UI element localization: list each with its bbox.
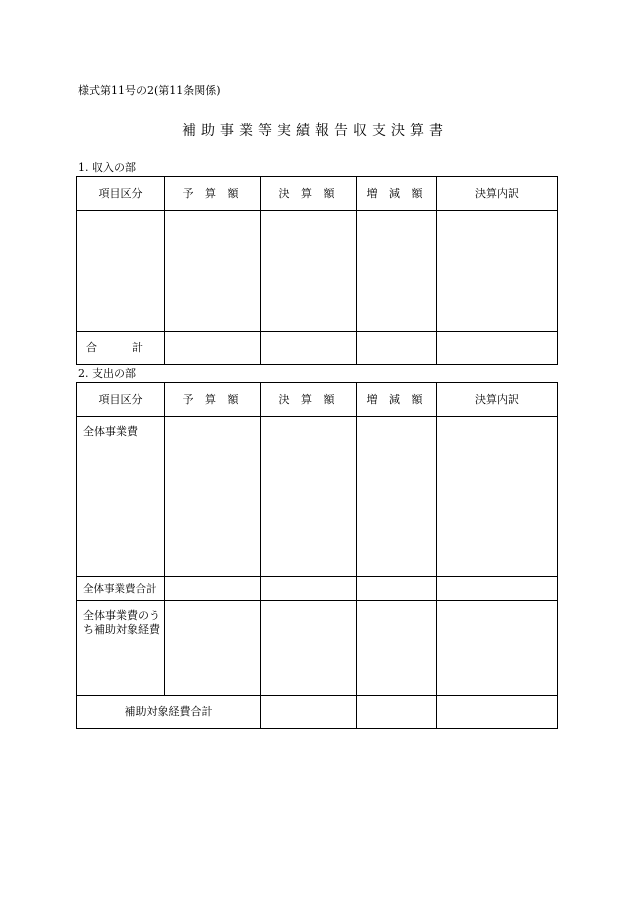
subsidy-target-cost-total-difference-cell[interactable] [357,696,437,729]
subsidy-target-cost-row [77,601,558,696]
income-item-cell[interactable] [77,211,165,332]
income-section-label: 1. 収入の部 [78,161,136,174]
col-header-difference: 増 減 額 [357,177,437,211]
income-difference-cell[interactable] [357,211,437,332]
all-project-cost-breakdown-cell[interactable] [437,417,558,577]
expense-table [76,382,558,729]
all-project-cost-total-row [77,577,558,601]
subsidy-target-cost-total-label: 補助対象経費合計 [77,696,261,729]
all-project-cost-budget-cell[interactable] [165,417,261,577]
all-project-cost-total-breakdown-cell[interactable] [437,577,558,601]
income-breakdown-cell[interactable] [437,211,558,332]
subsidy-target-cost-label: 全体事業費のうち補助対象経費 [77,601,165,696]
all-project-cost-row [77,417,558,577]
col-header-settlement: 決 算 額 [261,177,357,211]
col-header-budget: 予 算 額 [165,177,261,211]
income-total-difference-cell[interactable] [357,332,437,365]
col-header-item-category: 項目区分 [77,383,165,417]
subsidy-target-cost-budget-cell[interactable] [165,601,261,696]
income-settlement-cell[interactable] [261,211,357,332]
income-header-row [77,177,558,211]
all-project-cost-difference-cell[interactable] [357,417,437,577]
income-total-settlement-cell[interactable] [261,332,357,365]
all-project-cost-total-settlement-cell[interactable] [261,577,357,601]
all-project-cost-total-label: 全体事業費合計 [77,577,165,601]
income-total-breakdown-cell[interactable] [437,332,558,365]
all-project-cost-total-difference-cell[interactable] [357,577,437,601]
income-total-label: 合 計 [77,332,165,365]
col-header-breakdown: 決算内訳 [437,177,558,211]
income-table [76,176,558,365]
col-header-item-category: 項目区分 [77,177,165,211]
subsidy-target-cost-difference-cell[interactable] [357,601,437,696]
income-total-budget-cell[interactable] [165,332,261,365]
col-header-breakdown: 決算内訳 [437,383,558,417]
all-project-cost-settlement-cell[interactable] [261,417,357,577]
subsidy-target-cost-settlement-cell[interactable] [261,601,357,696]
expense-section-label: 2. 支出の部 [78,367,136,380]
subsidy-target-cost-total-row [77,696,558,729]
income-entry-row [77,211,558,332]
col-header-difference: 増 減 額 [357,383,437,417]
subsidy-target-cost-breakdown-cell[interactable] [437,601,558,696]
document-title: 補助事業等実績報告収支決算書 [182,123,448,139]
income-budget-cell[interactable] [165,211,261,332]
form-number: 様式第11号の2(第11条関係) [78,84,221,97]
income-total-row [77,332,558,365]
subsidy-target-cost-total-settlement-cell[interactable] [261,696,357,729]
expense-header-row [77,383,558,417]
col-header-budget: 予 算 額 [165,383,261,417]
col-header-settlement: 決 算 額 [261,383,357,417]
subsidy-target-cost-total-breakdown-cell[interactable] [437,696,558,729]
all-project-cost-label: 全体事業費 [77,417,165,577]
all-project-cost-total-budget-cell[interactable] [165,577,261,601]
